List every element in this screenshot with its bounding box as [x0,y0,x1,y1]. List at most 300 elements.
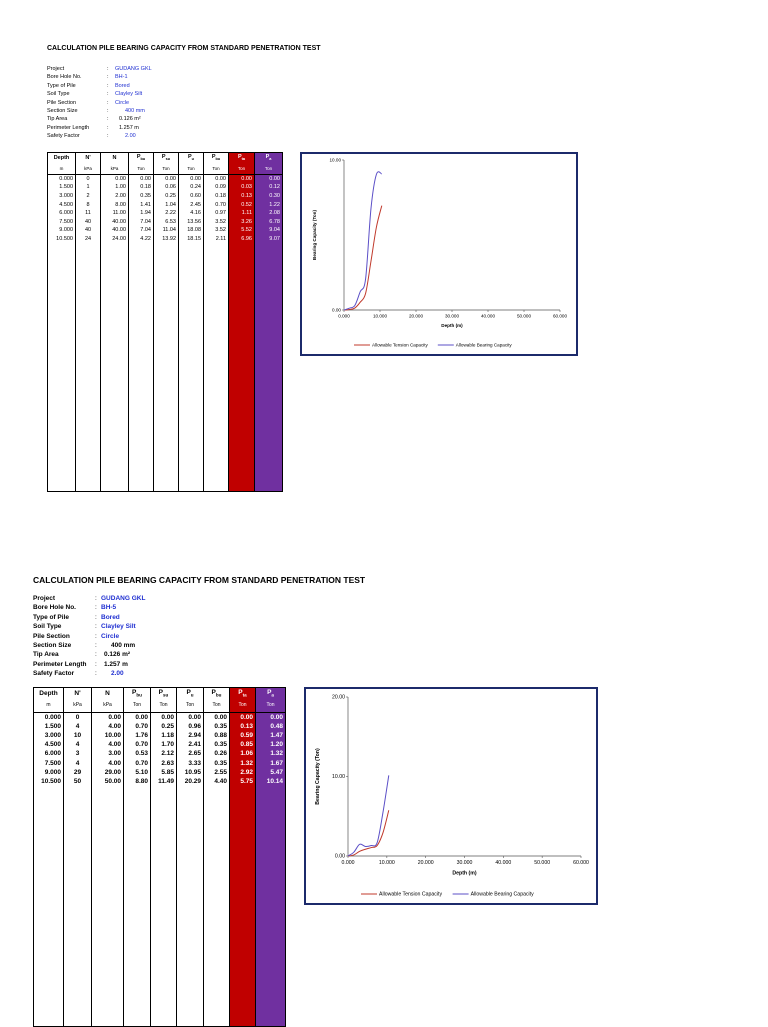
unit: Ton [154,163,179,175]
info-label: Safety Factor [33,670,75,678]
legend-label: Allowable Bearing Capacity [455,342,512,348]
x-tick-label: 40.000 [480,313,496,319]
table-cell: 2.45 [179,200,204,209]
legend-label: Allowable Tension Capacity [379,891,443,898]
info-value: 2.00 [111,670,124,678]
table-cell: 13.56 [179,217,204,226]
info-label: Perimeter Length [47,124,90,131]
empty-cell [154,243,179,491]
header-pta: $P_{ta}$ [230,688,256,699]
table-cell: 40 [76,226,101,235]
unit: Ton [179,163,204,175]
table-cell: 2.92 [230,768,256,777]
table-cell: 3.52 [204,226,229,235]
table-cell: 3 [64,749,92,758]
table-cell: 0.18 [129,183,154,192]
unit: Ton [151,699,177,713]
table-cell: 10.14 [256,777,286,786]
unit: Ton [204,699,230,713]
header-pbu-allow: $P_{bu}$ [204,153,229,163]
table-cell: 11.00 [101,209,129,218]
unit: kPa [101,163,129,175]
table-cell: 2.08 [255,209,283,218]
table-row [34,722,286,731]
empty-cell [124,786,151,1027]
table-cell: 0.00 [177,713,204,722]
x-tick-label: 10.000 [378,860,395,867]
x-tick-label: 10.000 [372,313,388,319]
header-pu: $P_u$ [179,153,204,163]
info-label: Soil Type [47,91,70,98]
info-label: Project [47,66,65,72]
info-label: Section Size [33,642,72,650]
table-cell: 0.00 [230,713,256,722]
y-axis-label: Bearing Capacity (Ton) [312,210,317,260]
unit: Ton [177,699,204,713]
empty-cell [129,243,154,491]
chart-svg [302,154,576,354]
table-cell: 1.70 [151,740,177,749]
info-row: Section Size : 400 mm [33,642,136,650]
table-cell: 0.18 [204,192,229,201]
empty-cell [177,786,204,1027]
x-tick-label: 30.000 [444,313,460,319]
table-cell: 0.03 [229,183,255,192]
table-cell: 3.33 [177,758,204,767]
info-row: Project : GUDANG GKL [33,595,146,602]
table-cell: 3.00 [92,749,124,758]
info-value: Bored [101,613,120,621]
spt-table [33,687,286,1027]
table-cell: 1.00 [101,183,129,192]
table-cell: 40 [76,217,101,226]
x-tick-label: 0.000 [341,860,355,867]
table-cell: 24 [76,235,101,244]
header-n: N [101,153,129,163]
x-tick-label: 60.000 [552,313,568,319]
info-label: Project [33,595,56,602]
x-tick-label: 20.000 [417,860,434,867]
empty-cell [179,243,204,491]
table-cell: 0.96 [177,722,204,731]
table-cell: 6.000 [34,749,64,758]
empty-cell [34,786,64,1027]
table-cell: 1.06 [230,749,256,758]
table-cell: 1.32 [230,758,256,767]
table-row [34,777,286,786]
table-cell: 1.76 [124,731,151,740]
table-cell: 11 [76,209,101,218]
table-cell: 2.55 [204,768,230,777]
table-filler-row [48,243,283,491]
info-label: Pile Section [33,632,70,640]
table-cell: 0.000 [48,175,76,184]
table-cell: 4.500 [48,200,76,209]
table-row [48,217,283,226]
table-row [34,713,286,722]
table-cell: 7.500 [48,217,76,226]
table-cell: 0.00 [229,175,255,184]
unit: Ton [204,163,229,175]
header-psu: $P_{su}$ [154,153,179,163]
table-cell: 2.41 [177,740,204,749]
sheet-title: CALCULATION PILE BEARING CAPACITY FROM STANDARD PENETRATION TEST [33,575,366,585]
empty-cell [255,243,283,491]
table-row [34,731,286,740]
table-cell: 0.60 [179,192,204,201]
info-row: Pile Section : Circle [33,632,120,640]
info-value: 1.257 m [104,660,128,668]
series-line-allowable-bearing-capacity [348,775,389,856]
table-cell: 2.94 [177,731,204,740]
table-cell: 5.47 [256,768,286,777]
info-value: Circle [115,99,130,106]
header-n: N [92,688,124,699]
unit: Ton [230,699,256,713]
table-cell: 0.000 [34,713,64,722]
table-cell: 0 [76,175,101,184]
series-line-allowable-tension-capacity [344,206,382,310]
table-cell: 20.29 [177,777,204,786]
table-row [48,226,283,235]
table-cell: 4.00 [92,722,124,731]
table-cell: 6.78 [255,217,283,226]
table-cell: 0.70 [124,740,151,749]
info-label: Tip Area [47,116,68,123]
table-cell: 10.00 [92,731,124,740]
info-value: Bored [115,82,130,89]
table-cell: 0.59 [230,731,256,740]
table-cell: 0.00 [151,713,177,722]
project-info [33,594,145,679]
header-depth: Depth [34,688,64,699]
header-pbu: $P_{bu}$ [124,688,151,699]
table-cell: 0.13 [230,722,256,731]
spt-table [47,152,283,492]
table-cell: 9.000 [34,768,64,777]
table-cell: 11.49 [151,777,177,786]
table-cell: 3.26 [229,217,255,226]
table-cell: 2.22 [154,209,179,218]
info-value: 0.126 m² [119,116,141,123]
table-cell: 5.52 [229,226,255,235]
info-value: GUDANG GKL [115,66,152,72]
table-cell: 0.12 [255,183,283,192]
x-axis-label: Depth (m) [441,323,463,329]
info-value: 0.126 m² [104,651,131,659]
table-cell: 0.06 [154,183,179,192]
info-row: Section Size : 400 mm [47,108,145,115]
table-cell: 0.00 [154,175,179,184]
x-tick-label: 30.000 [456,860,473,867]
table-cell: 7.04 [129,217,154,226]
header-depth: Depth [48,153,76,163]
empty-cell [204,243,229,491]
table-cell: 2.65 [177,749,204,758]
info-row: Bore Hole No. : BH-5 [33,604,117,612]
info-row: Soil Type : Clayley Silt [47,91,143,98]
unit: kPa [64,699,92,713]
x-tick-label: 40.000 [495,860,512,867]
empty-cell [151,786,177,1027]
table-cell: 9.000 [48,226,76,235]
header-psu: $P_{su}$ [151,688,177,699]
table-row [48,175,283,184]
table-cell: 40.00 [101,217,129,226]
table-cell: 1.18 [151,731,177,740]
table-cell: 0.13 [229,192,255,201]
table-cell: 0.00 [101,175,129,184]
table-cell: 0.00 [255,175,283,184]
table-cell: 10.500 [48,235,76,244]
table-cell: 5.75 [230,777,256,786]
info-label: Bore Hole No. [33,604,76,612]
table-cell: 4.22 [129,235,154,244]
info-label: Type of Pile [33,613,69,621]
table-cell: 1.32 [256,749,286,758]
y-tick-label: 10.00 [332,774,345,781]
x-tick-label: 20.000 [408,313,424,319]
info-label: Perimeter Length [33,660,87,668]
info-value: Clayley Silt [101,623,136,631]
table-cell: 40.00 [101,226,129,235]
table-cell: 50.00 [92,777,124,786]
table-cell: 0.00 [129,175,154,184]
table-cell: 9.07 [255,235,283,244]
unit: kPa [92,699,124,713]
table-cell: 29.00 [92,768,124,777]
table-cell: 7.500 [34,758,64,767]
table-cell: 6.53 [154,217,179,226]
table-cell: 0.24 [179,183,204,192]
table-cell: 0.00 [124,713,151,722]
table-cell: 0.88 [204,731,230,740]
y-tick-label: 20.00 [332,694,345,701]
table-cell: 0.00 [179,175,204,184]
table-cell: 0.00 [204,175,229,184]
table-cell: 10.500 [34,777,64,786]
bearing-capacity-chart [300,152,578,356]
table-cell: 1.500 [34,722,64,731]
table-cell: 2.00 [101,192,129,201]
legend-label: Allowable Tension Capacity [372,342,428,348]
table-cell: 5.85 [151,768,177,777]
table-cell: 8 [76,200,101,209]
table-cell: 0.00 [92,713,124,722]
table-cell: 0.00 [256,713,286,722]
x-tick-label: 50.000 [516,313,532,319]
empty-cell [64,786,92,1027]
table-row [48,235,283,244]
table-cell: 0.25 [151,722,177,731]
info-value: 1.257 m [119,124,139,131]
table-cell: 4.00 [92,758,124,767]
sheet-title: CALCULATION PILE BEARING CAPACITY FROM STANDARD PENETRATION TEST [47,45,321,52]
x-tick-label: 0.000 [338,313,350,319]
table-row [48,209,283,218]
table-cell: 3.000 [34,731,64,740]
table-cell: 7.04 [129,226,154,235]
table-cell: 0.09 [204,183,229,192]
header-pta: $P_{ta}$ [229,153,255,163]
info-row: Bore Hole No. : BH-1 [47,74,128,81]
table-cell: 1.11 [229,209,255,218]
table-cell: 9.04 [255,226,283,235]
info-row: Perimeter Length : 1.257 m [33,660,128,668]
table-cell: 29 [64,768,92,777]
info-row: Tip Area : 0.126 m² [33,651,131,659]
y-tick-label: 0.00 [332,307,341,313]
empty-cell [101,243,129,491]
table-cell: 0.48 [256,722,286,731]
unit: Ton [129,163,154,175]
table-cell: 2.12 [151,749,177,758]
table-cell: 0.00 [204,713,230,722]
y-tick-label: 0.00 [334,853,345,860]
table-cell: 1.500 [48,183,76,192]
table-cell: 1.20 [256,740,286,749]
table-cell: 10.95 [177,768,204,777]
y-axis-label: Bearing Capacity (Ton) [315,748,321,805]
info-label: Type of Pile [47,82,76,89]
table-cell: 0.35 [129,192,154,201]
info-label: Pile Section [47,99,77,106]
table-row [48,192,283,201]
info-label: Safety Factor [47,133,80,140]
table-cell: 4 [64,722,92,731]
info-row: Pile Section : Circle [47,99,130,106]
table-cell: 0.35 [204,722,230,731]
empty-cell [229,243,255,491]
info-value: BH-5 [101,604,117,612]
table-cell: 1.22 [255,200,283,209]
chart-svg [306,689,596,903]
table-cell: 4.40 [204,777,230,786]
table-cell: 0.85 [230,740,256,749]
table-cell: 1.94 [129,209,154,218]
table-cell: 4.00 [92,740,124,749]
x-tick-label: 60.000 [573,860,589,867]
table-cell: 0.52 [229,200,255,209]
info-row: Soil Type : Clayley Silt [33,623,136,631]
info-value: 400 mm [125,108,145,115]
header-pu: $P_u$ [177,688,204,699]
table-cell: 4.500 [34,740,64,749]
header-n-prime: N' [76,153,101,163]
empty-cell [230,786,256,1027]
table-cell: 0.30 [255,192,283,201]
table-cell: 1.04 [154,200,179,209]
info-row: Safety Factor : 2.00 [33,670,124,678]
table-filler-row [34,786,286,1027]
table-cell: 11.04 [154,226,179,235]
table-cell: 0.70 [204,200,229,209]
header-pbu-allow: $P_{bu}$ [204,688,230,699]
table-row [34,758,286,767]
table-cell: 1 [76,183,101,192]
info-label: Soil Type [33,623,62,631]
unit: Ton [256,699,286,713]
table-cell: 6.000 [48,209,76,218]
table-row [48,183,283,192]
info-row: Type of Pile : Bored [33,613,120,621]
table-cell: 6.96 [229,235,255,244]
info-value: Clayley Silt [115,91,143,98]
info-value: 400 mm [111,642,136,650]
table-cell: 18.08 [179,226,204,235]
info-value: 2.00 [125,133,136,140]
table-cell: 2.63 [151,758,177,767]
table-cell: 13.92 [154,235,179,244]
table-cell: 50 [64,777,92,786]
unit: kPa [76,163,101,175]
info-label: Section Size [47,108,78,115]
table-cell: 0.35 [204,758,230,767]
table-cell: 3.52 [204,217,229,226]
table-cell: 3.000 [48,192,76,201]
legend-label: Allowable Bearing Capacity [470,891,534,898]
table-row [34,749,286,758]
info-row: Tip Area : 0.126 m² [47,116,141,123]
table-cell: 0.26 [204,749,230,758]
table-cell: 0 [64,713,92,722]
header-n-prime: N' [64,688,92,699]
info-value: Circle [101,632,120,640]
unit: m [34,699,64,713]
unit: Ton [229,163,255,175]
empty-cell [204,786,230,1027]
unit: m [48,163,76,175]
empty-cell [76,243,101,491]
table-cell: 10 [64,731,92,740]
info-value: GUDANG GKL [101,595,146,602]
bearing-capacity-chart [304,687,598,905]
info-row: Type of Pile : Bored [47,82,130,89]
y-tick-label: 10.00 [329,157,341,163]
table-cell: 1.67 [256,758,286,767]
table-cell: 0.35 [204,740,230,749]
table-row [34,740,286,749]
empty-cell [256,786,286,1027]
table-cell: 0.53 [124,749,151,758]
info-row: Project : GUDANG GKL [47,66,152,72]
table-cell: 4 [64,740,92,749]
project-info [47,65,152,141]
table-row [48,200,283,209]
info-label: Bore Hole No. [47,74,82,81]
table-cell: 2 [76,192,101,201]
empty-cell [92,786,124,1027]
table-cell: 5.10 [124,768,151,777]
table-cell: 0.70 [124,758,151,767]
series-line-allowable-bearing-capacity [344,172,382,310]
x-tick-label: 50.000 [534,860,551,867]
table-cell: 4 [64,758,92,767]
table-cell: 4.16 [179,209,204,218]
table-cell: 1.47 [256,731,286,740]
table-cell: 0.97 [204,209,229,218]
table-cell: 1.41 [129,200,154,209]
table-cell: 0.25 [154,192,179,201]
header-pa: $P_a$ [256,688,286,699]
table-cell: 0.70 [124,722,151,731]
empty-cell [48,243,76,491]
unit: Ton [124,699,151,713]
table-cell: 24.00 [101,235,129,244]
table-cell: 2.11 [204,235,229,244]
table-cell: 8.00 [101,200,129,209]
table-cell: 8.80 [124,777,151,786]
